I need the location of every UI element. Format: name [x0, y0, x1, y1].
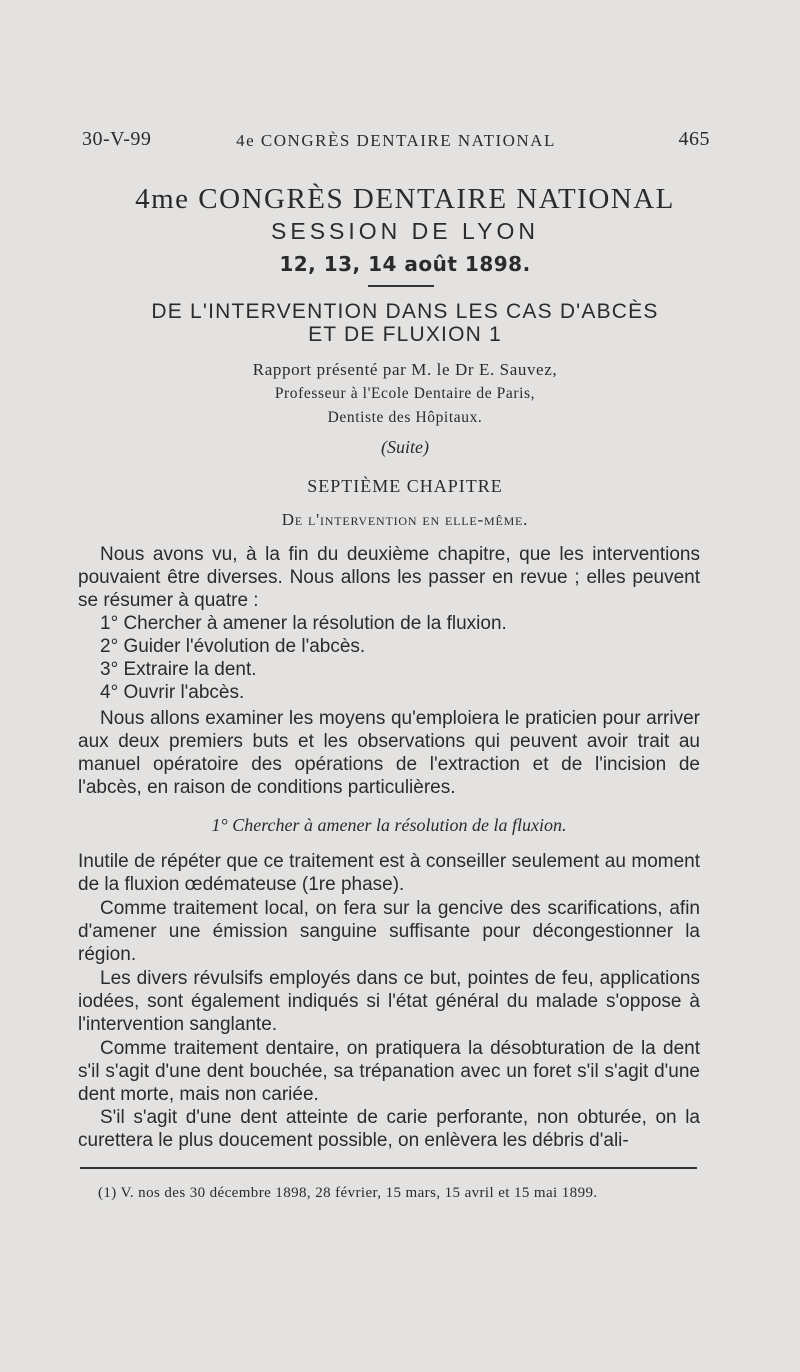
chapter-subtitle: De l'intervention en elle-même. [281, 510, 529, 529]
author-affiliation: Professeur à l'Ecole Dentaire de Paris, [274, 385, 536, 402]
paragraph: Comme traitement dentaire, on pratiquera la désobturation de la dent s'il s'agit d'une dent bouchée, sa trépanation avec un foret s'il s'agit d'une dent morte, mais non cariée. [78, 1038, 700, 1105]
section-heading: 1° Chercher à amener la résolution de la fluxion. [211, 815, 567, 835]
session-title: SESSION DE LYON [271, 218, 539, 244]
running-header [82, 128, 710, 158]
title-divider [368, 285, 434, 287]
list-item: 4° Ouvrir l'abcès. [100, 682, 245, 703]
article-title-line-1: DE L'INTERVENTION DANS LES CAS D'ABCÈS [151, 300, 659, 323]
header-journal-title: 4e CONGRÈS DENTAIRE NATIONAL [236, 131, 556, 150]
congress-title: 4me CONGRÈS DENTAIRE NATIONAL [135, 183, 675, 215]
paragraph: Nous avons vu, à la fin du deuxième chapitre, que les interventions pouvaient être diverses. Nous allons les passer en revue ; elles peuvent se résumer à quatre : [78, 544, 700, 611]
chapter-heading: SEPTIÈME CHAPITRE [307, 476, 503, 496]
list-item: 2° Guider l'évolution de l'abcès. [100, 636, 366, 657]
header-date: 30-V-99 [82, 128, 152, 150]
session-dates: 12, 13, 14 août 1898. [279, 252, 531, 276]
footnote: (1) V. nos des 30 décembre 1898, 28 février, 15 mars, 15 avril et 15 mai 1899. [98, 1185, 598, 1201]
paragraph: Comme traitement local, on fera sur la gencive des scarifications, afin d'amener une émission sanguine suffisante pour décongestionner la région. [78, 898, 700, 965]
paragraph: Nous allons examiner les moyens qu'emploiera le praticien pour arriver aux deux premiers buts et les observations qui peuvent avoir trait au manuel opératoire des opérations de l'extraction et de l'incision de l'abcès, en raison de conditions particulières. [78, 708, 700, 798]
footnote-divider [80, 1167, 697, 1169]
page-number: 465 [678, 128, 710, 150]
paragraph: Inutile de répéter que ce traitement est à conseiller seulement au moment de la fluxion œdémateuse (1re phase). [78, 851, 700, 895]
paragraph: Les divers révulsifs employés dans ce but, pointes de feu, applications iodées, sont également indiqués si l'état général du malade s'oppose à l'intervention sanglante. [78, 968, 700, 1035]
list-item: 3° Extraire la dent. [100, 659, 257, 680]
continued-label: (Suite) [381, 437, 429, 457]
paragraph: S'il s'agit d'une dent atteinte de carie perforante, non obturée, on la curettera le plus doucement possible, on enlèvera les débris d'ali- [78, 1107, 700, 1151]
article-author: Rapport présenté par M. le Dr E. Sauvez, [252, 360, 558, 379]
author-position: Dentiste des Hôpitaux. [327, 409, 483, 426]
article-title-line-2: ET DE FLUXION 1 [308, 323, 502, 346]
list-item: 1° Chercher à amener la résolution de la fluxion. [100, 613, 507, 634]
